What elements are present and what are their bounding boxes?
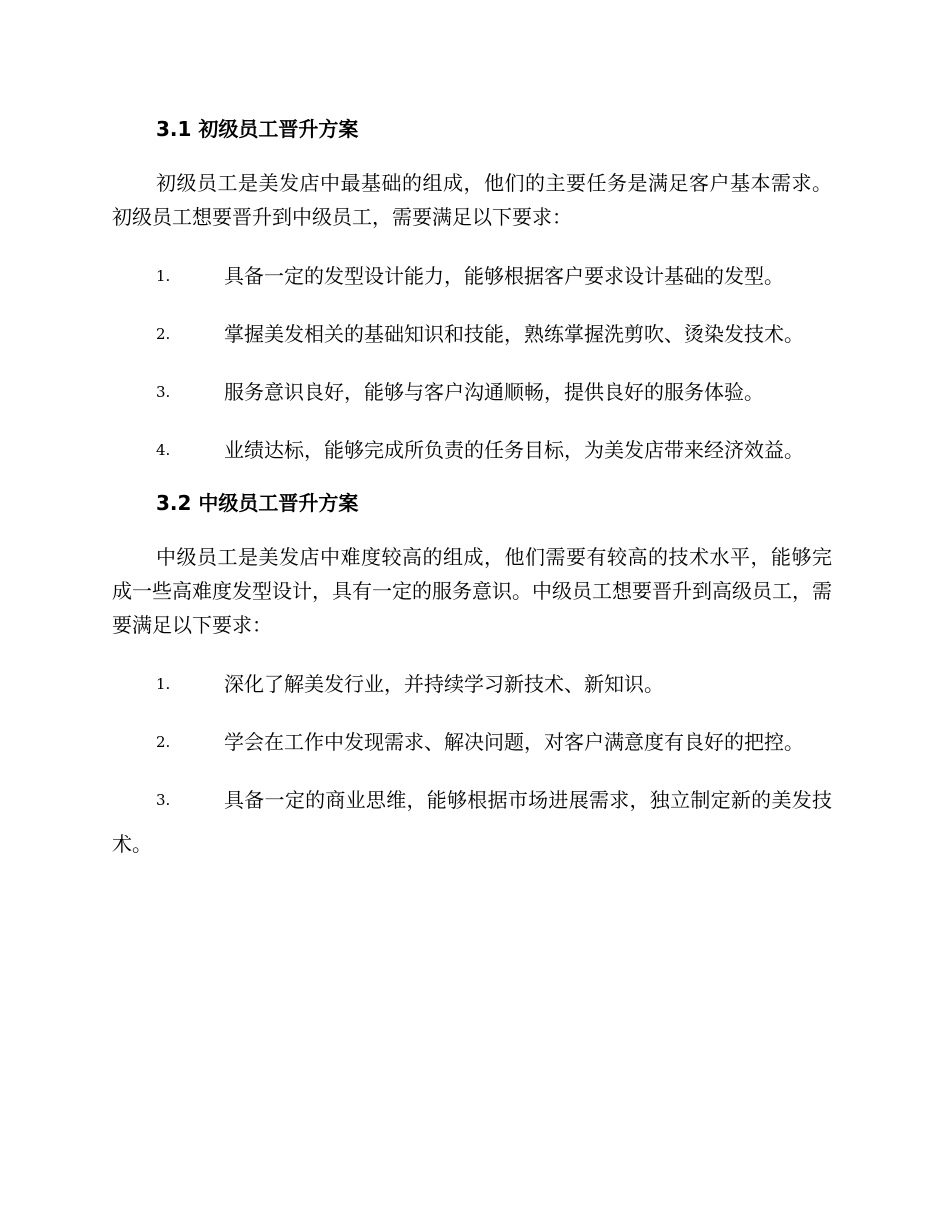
- list-item: [112, 778, 832, 866]
- list-item-number: 2.: [156, 325, 171, 343]
- list-item-number: 3.: [156, 383, 171, 401]
- list-item-text: 业绩达标，能够完成所负责的任务目标，为美发店带来经济效益。: [224, 438, 804, 462]
- list-item-text: 服务意识良好，能够与客户沟通顺畅，提供良好的服务体验。: [224, 380, 764, 404]
- list-item-text: 具备一定的商业思维，能够根据市场进展需求，独立制定新的美发技术。: [112, 788, 832, 856]
- list-item-text: 学会在工作中发现需求、解决问题，对客户满意度有良好的把控。: [224, 730, 804, 754]
- list-item: [112, 428, 832, 472]
- list-item-text: 具备一定的发型设计能力，能够根据客户要求设计基础的发型。: [224, 264, 784, 288]
- list-item-number: 2.: [156, 733, 171, 751]
- list-item-number: 1.: [156, 675, 171, 693]
- document-page: [112, 112, 832, 880]
- list-item-text: 深化了解美发行业，并持续学习新技术、新知识。: [224, 672, 664, 696]
- section-heading-3-1: 3.1 初级员工晋升方案: [156, 117, 359, 141]
- list-item-number: 1.: [156, 267, 171, 285]
- list-item: [112, 254, 832, 298]
- list-item-number: 4.: [156, 441, 171, 459]
- list-item: [112, 720, 832, 764]
- section-intro-paragraph: 初级员工是美发店中最基础的组成，他们的主要任务是满足客户基本需求。初级员工想要晋升到中级员工，需要满足以下要求：: [112, 171, 832, 229]
- section-heading-3-2: 3.2 中级员工晋升方案: [156, 491, 359, 515]
- list-item: [112, 370, 832, 414]
- list-item: [112, 312, 832, 356]
- section-intro-paragraph: 中级员工是美发店中难度较高的组成，他们需要有较高的技术水平，能够完成一些高难度发型设计，具有一定的服务意识。中级员工想要晋升到高级员工，需要满足以下要求：: [112, 545, 832, 637]
- list-item-number: 3.: [156, 791, 171, 809]
- list-item-text: 掌握美发相关的基础知识和技能，熟练掌握洗剪吹、烫染发技术。: [224, 322, 804, 346]
- list-item: [112, 662, 832, 706]
